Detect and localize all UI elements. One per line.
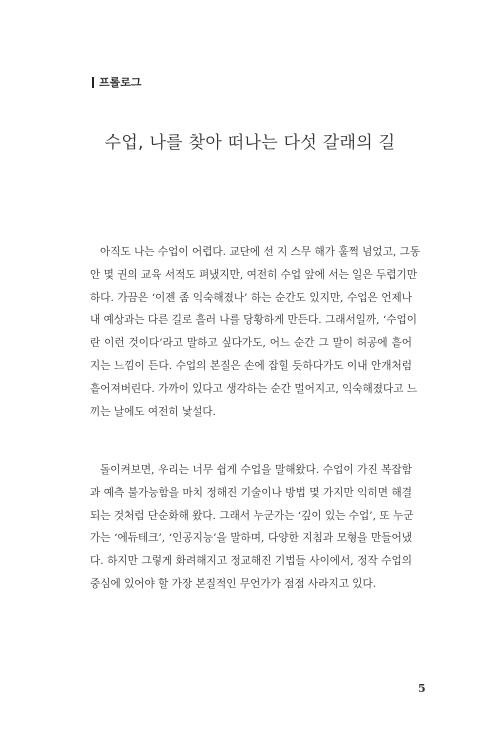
paragraph-line: 안 몇 권의 교육 서적도 펴냈지만, 여전히 수업 앞에 서는 일은 두렵기만 — [90, 268, 417, 281]
section-marker-bar — [92, 77, 94, 88]
chapter-title: 수업, 나를 찾아 떠나는 다섯 갈래의 길 — [104, 133, 396, 153]
section-label-text: 프롤로그 — [99, 76, 142, 89]
paragraph-line: 란 이런 것이다’라고 말하고 싶다가도, 어느 순간 그 말이 허공에 흩어 — [90, 337, 412, 350]
paragraph-line: 하다. 가끔은 ‘이젠 좀 익숙해졌나’ 하는 순간도 있지만, 수업은 언제나 — [90, 291, 412, 304]
paragraph-line: 다. 하지만 그렇게 화려해지고 정교해진 기법들 사이에서, 정작 수업의 — [90, 555, 412, 568]
section-label — [92, 74, 142, 90]
paragraph-line: 가는 ‘에듀테크’, ‘인공지능’을 말하며, 다양한 지침과 모형을 만들어냈 — [90, 532, 412, 545]
paragraph-2 — [90, 459, 412, 596]
paragraph-line: 내 예상과는 다른 길로 흘러 나를 당황하게 만든다. 그래서일까, ‘수업이 — [90, 314, 417, 327]
paragraph-1 — [90, 241, 421, 423]
page-number: 5 — [418, 682, 426, 695]
paragraph-line: 중심에 있어야 할 가장 본질적인 무언가가 점점 사라지고 있다. — [90, 577, 377, 590]
paragraph-line: 흩어져버린다. 가까이 있다고 생각하는 순간 멀어지고, 익숙해졌다고 느 — [90, 382, 418, 395]
paragraph-line: 아직도 나는 수업이 어렵다. 교단에 선 지 스무 해가 훌쩍 넘었고, 그동 — [100, 246, 421, 258]
paragraph-line: 되는 것처럼 단순화해 왔다. 그래서 누군가는 ‘깊이 있는 수업’, 또 누군 — [90, 509, 414, 522]
paragraph-line: 과 예측 불가능함을 마치 정해진 기술이나 방법 몇 가지만 익히면 해결 — [90, 486, 412, 499]
paragraph-line: 끼는 날에도 여전히 낯설다. — [90, 405, 217, 418]
paragraph-line: 지는 느낌이 든다. 수업의 본질은 손에 잡힐 듯하다가도 이내 안개처럼 — [90, 359, 412, 372]
paragraph-line: 돌이켜보면, 우리는 너무 쉽게 수업을 말해왔다. 수업이 가진 복잡함 — [100, 464, 412, 476]
